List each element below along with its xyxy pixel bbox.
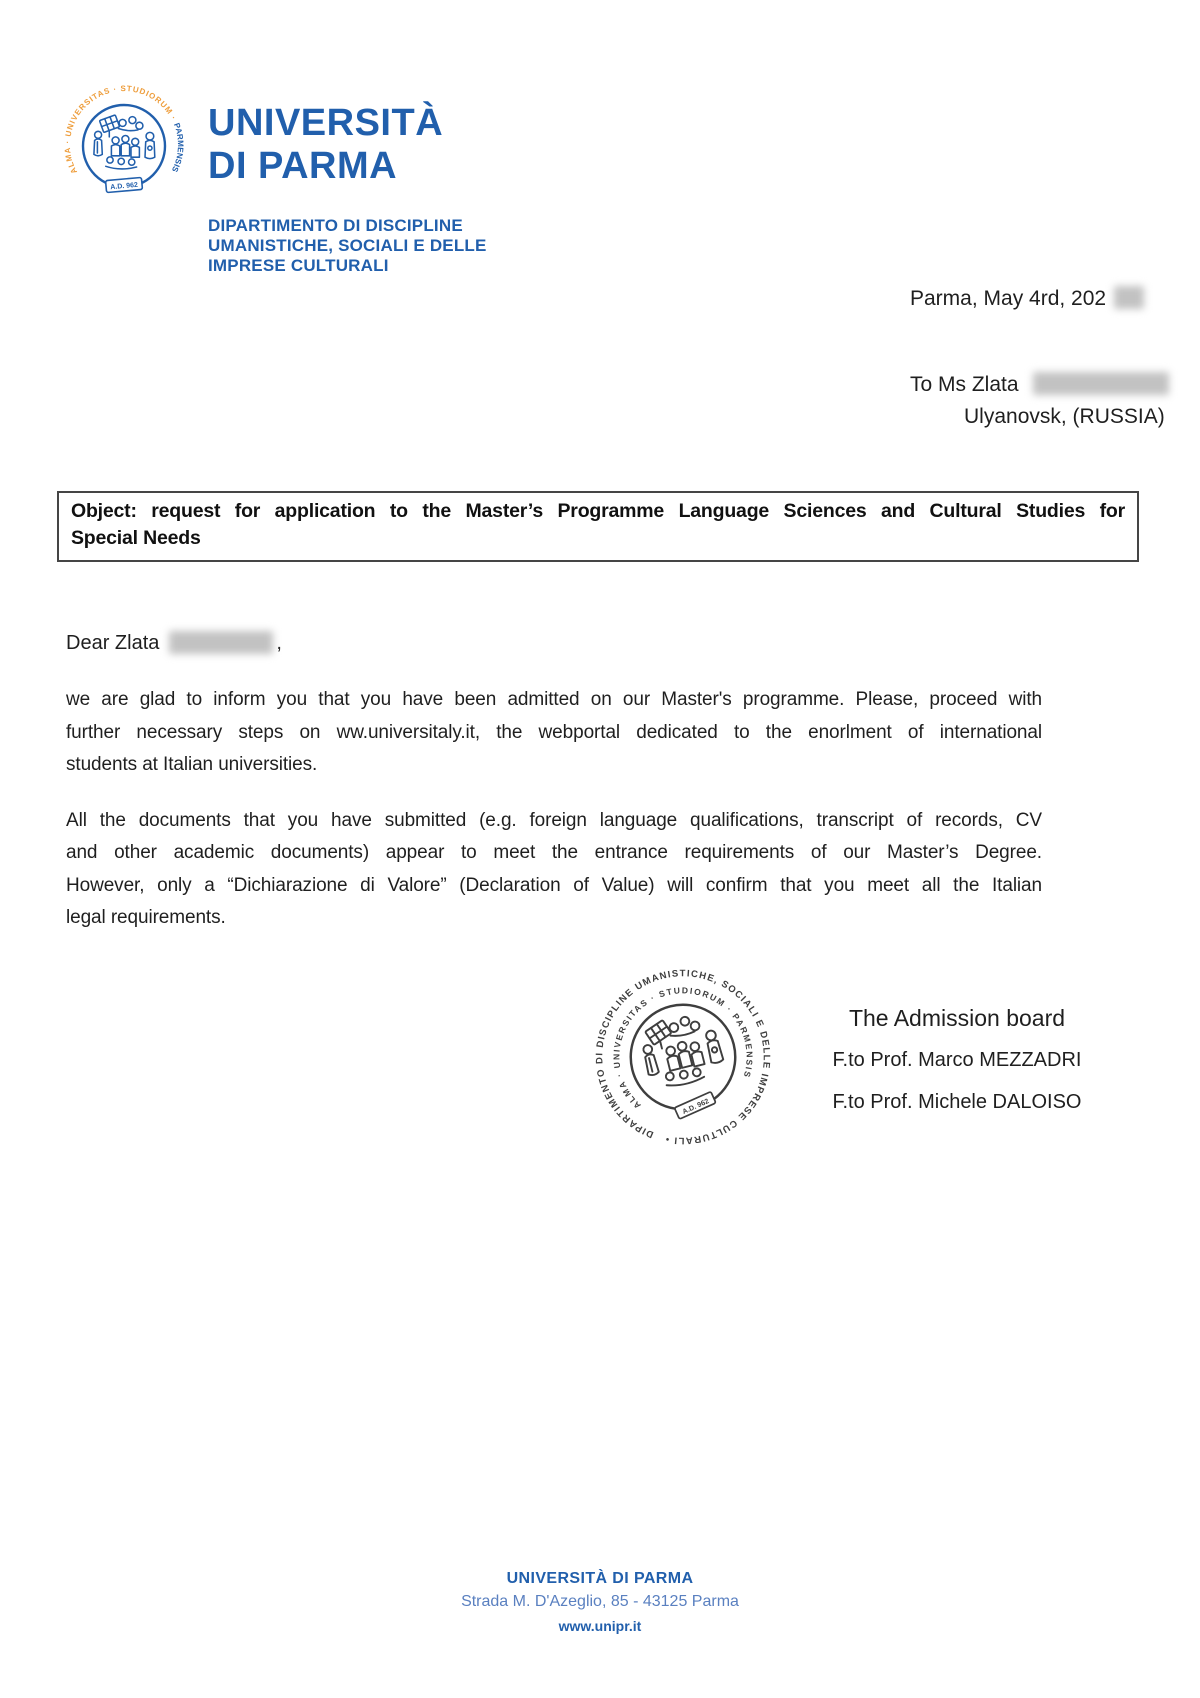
stamp-outer-ring-text: DIPARTIMENTO DI DISCIPLINE UMANISTICHE, SOCIALI E DELLE IMPRESE CULTURALI • [594,968,772,1146]
department-line1: DIPARTIMENTO DI DISCIPLINE [208,216,463,235]
paragraph [66,684,1042,782]
footer-website: www.unipr.it [558,1618,642,1634]
department-stamp [568,942,798,1172]
object-line2: Special Needs [71,527,201,549]
footer-address: Strada M. D'Azeglio, 85 - 43125 Parma [461,1593,739,1610]
recipient-line [910,372,1169,397]
date-text: Parma, May 4rd, 202 [910,287,1107,310]
paragraph-line: we are glad to inform you that you have been admitted on our Master's programme. Please, proceed with [66,689,1042,710]
object-line1: Object: request for application to the Master’s Programme Language Sciences and Cultural Studies for [71,500,1125,522]
wordmark-line2: DI PARMA [208,145,398,187]
footer-university: UNIVERSITÀ DI PARMA [506,1570,694,1587]
redacted-year-digit [1114,286,1144,309]
redacted-greeting-surname [169,631,273,654]
greeting-line [66,631,282,655]
paragraph-line: further necessary steps on ww.universitaly.it, the webportal dedicated to the enorlment of international [66,721,1042,743]
paragraph-line: All the documents that you have submitted (e.g. foreign language qualifications, transcript of records, CV [66,809,1042,831]
object-box [57,491,1139,562]
department-name [208,216,487,276]
wordmark-line1: UNIVERSITÀ [208,102,444,144]
university-seal-logo [62,82,186,206]
paragraph [66,805,1042,935]
recipient-name: To Ms Zlata [910,373,1019,396]
greeting-comma: , [276,632,282,654]
logo-ring-text-orange: ALMA · UNIVERSITAS · STUDIORUM · [62,84,179,176]
signature-board: The Admission board [848,1005,1066,1031]
recipient-city: Ulyanovsk, (RUSSIA) [964,405,1165,428]
greeting-text: Dear Zlata [66,632,160,654]
paragraph-line: However, only a “Dichiarazione di Valore” (Declaration of Value) will confirm that you meet all the Italian [66,874,1042,896]
department-line2: UMANISTICHE, SOCIALI E DELLE [208,236,487,255]
stamp-inner-ring-text: ALMA · UNIVERSITAS · STUDIORUM · PARMENSIS [611,985,755,1111]
redacted-surname [1033,372,1169,395]
signature-signer1: F.to Prof. Marco MEZZADRI [832,1049,1082,1071]
signature-signer2: F.to Prof. Michele DALOISO [832,1091,1082,1113]
logo-banner [106,177,143,192]
paragraph-line: legal requirements. [66,907,226,928]
logo-banner-text: A.D. 962 [110,181,139,192]
paragraph-line: and other academic documents) appear to meet the entrance requirements of our Master’s Degree. [66,842,1042,863]
logo-ring-text-blue: PARMENSIS [169,121,186,174]
university-wordmark [208,102,443,188]
stamp-banner-text: A.D. 962 [681,1097,711,1116]
date-line [910,286,1144,311]
department-line3: IMPRESE CULTURALI [208,256,389,275]
paragraph-line: students at Italian universities. [66,754,318,775]
body-paragraphs [66,684,1042,935]
